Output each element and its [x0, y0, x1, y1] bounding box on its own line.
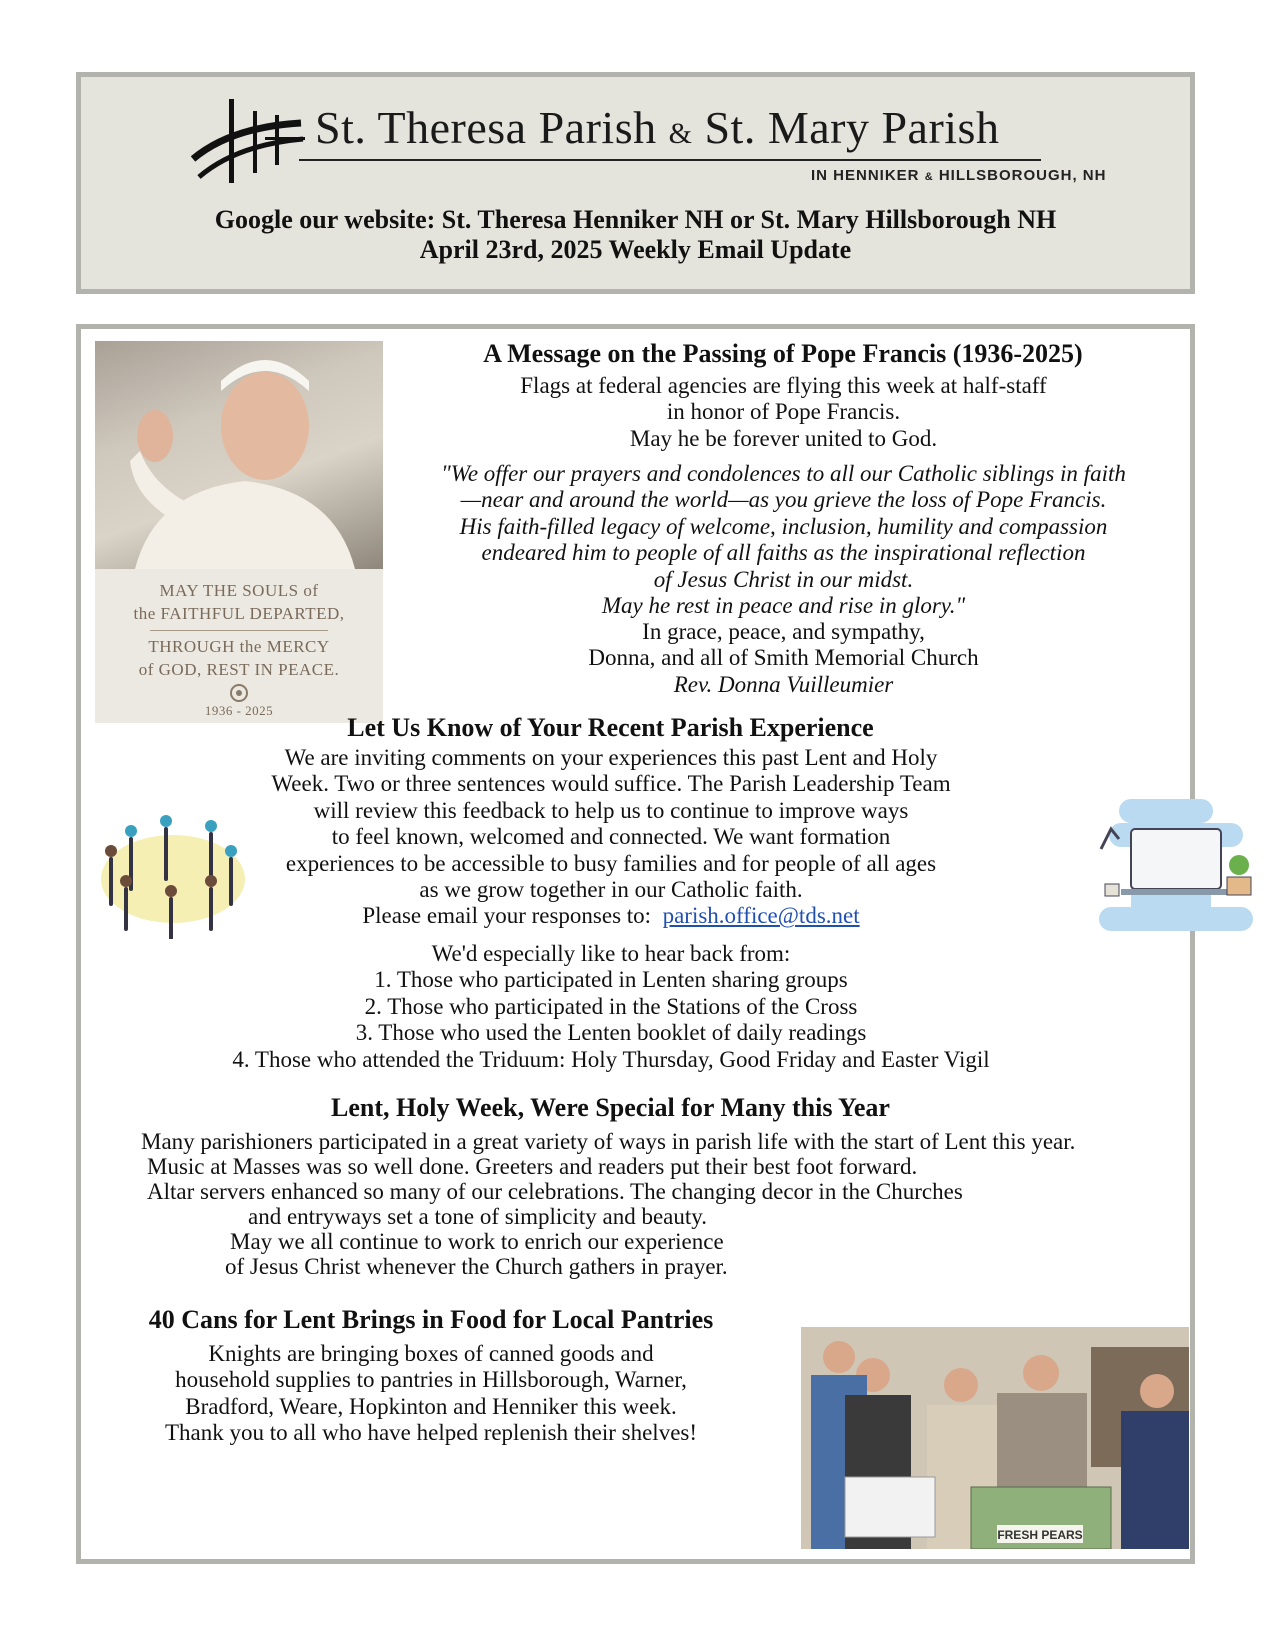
newsletter-body: [76, 324, 1195, 1564]
cans-body: [121, 1341, 741, 1447]
text-line: of Jesus Christ whenever the Church gathers in prayer.: [225, 1254, 728, 1279]
text-line: in honor of Pope Francis.: [666, 399, 901, 425]
logo-parish-name: St. Theresa Parish & St. Mary Parish: [315, 102, 1000, 153]
pope-memorial-card: [95, 341, 383, 723]
pope-intro: [381, 373, 1186, 452]
pope-closing: [381, 619, 1186, 698]
pope-card-divider: [150, 630, 328, 631]
feedback-body: [251, 745, 971, 930]
text-line: —near and around the world—as you grieve the loss of Pope Francis.: [460, 487, 1107, 513]
text-line: Week. Two or three sentences would suffice. The Parish Leadership Team: [271, 771, 951, 797]
header-banner: [76, 72, 1195, 294]
cross-logo-icon: [191, 97, 309, 187]
text-line: household supplies to pantries in Hillsborough, Warner,: [175, 1367, 687, 1393]
text-line: Thank you to all who have helped replenish their shelves!: [164, 1420, 698, 1446]
text-line: May he rest in peace and rise in glory.": [601, 593, 966, 619]
text-line: His faith-filled legacy of welcome, inclusion, humility and compassion: [459, 513, 1108, 539]
text-line: In grace, peace, and sympathy,: [642, 619, 925, 644]
text-line: Bradford, Weare, Hopkinton and Henniker this week.: [185, 1393, 677, 1419]
feedback-list: [181, 941, 1041, 1073]
text-line: experiences to be accessible to busy families and for people of all ages: [285, 850, 937, 876]
logo-divider: [299, 159, 1041, 161]
text-line: Altar servers enhanced so many of our celebrations. The changing decor in the Churches: [147, 1179, 963, 1204]
list-item: 3. Those who used the Lenten booklet of daily readings: [355, 1020, 867, 1046]
parish-logo: [191, 97, 1107, 187]
text-line: We are inviting comments on your experiences this past Lent and Holy: [284, 745, 938, 770]
text-line: will review this feedback to help us to continue to improve ways: [313, 797, 909, 823]
text-line: "We offer our prayers and condolences to all our Catholic siblings in faith: [441, 461, 1126, 486]
list-item: 2. Those who participated in the Stations of the Cross: [364, 993, 858, 1019]
section-title-lent: Lent, Holy Week, Were Special for Many this Year: [331, 1093, 890, 1122]
pope-card-line: the FAITHFUL DEPARTED,: [133, 604, 345, 623]
pope-quote: [381, 461, 1186, 619]
email-prompt: Please email your responses to:: [362, 903, 652, 929]
knights-photo: [801, 1327, 1189, 1549]
pope-card-line: THROUGH the MERCY: [148, 637, 330, 656]
parish-email-link[interactable]: parish.office@tds.net: [662, 903, 860, 929]
text-line: Knights are bringing boxes of canned goods and: [208, 1341, 654, 1366]
pope-card-line: MAY THE SOULS of: [159, 581, 319, 600]
list-intro: We'd especially like to hear back from:: [431, 941, 791, 966]
text-line: and entryways set a tone of simplicity and beauty.: [248, 1204, 708, 1229]
list-item: 1. Those who participated in Lenten sharing groups: [374, 967, 848, 993]
laptop-desk-icon: [1091, 789, 1271, 939]
text-line: to feel known, welcomed and connected. We want formation: [331, 824, 891, 850]
pope-photo: [95, 341, 383, 569]
section-title-feedback: Let Us Know of Your Recent Parish Experience: [347, 713, 874, 742]
text-line: of Jesus Christ in our midst.: [653, 566, 914, 592]
list-item: 4. Those who attended the Triduum: Holy Thursday, Good Friday and Easter Vigil: [232, 1046, 990, 1072]
text-line: Donna, and all of Smith Memorial Church: [588, 645, 979, 671]
section-title-cans: 40 Cans for Lent Brings in Food for Local Pantries: [148, 1305, 714, 1334]
section-title-pope: A Message on the Passing of Pope Francis (1936-2025): [483, 339, 1083, 368]
text-line: endeared him to people of all faiths as the inspirational reflection: [481, 540, 1086, 566]
text-line: Flags at federal agencies are flying this week at half-staff: [520, 373, 1047, 398]
text-line: Many parishioners participated in a great variety of ways in parish life with the start of Lent this year.: [141, 1129, 1076, 1154]
website-line: Google our website: St. Theresa Henniker NH or St. Mary Hillsborough NH: [214, 205, 1057, 234]
pope-card-years: 1936 - 2025: [204, 703, 274, 718]
papal-seal-icon: [229, 683, 249, 703]
email-line: [251, 903, 971, 929]
lent-body: [141, 1129, 1075, 1279]
logo-subtitle: IN HENNIKER & HILLSBOROUGH, NH: [811, 167, 1107, 184]
text-line: Music at Masses was so well done. Greeters and readers put their best foot forward.: [147, 1154, 918, 1179]
text-line: May he be forever united to God.: [629, 425, 938, 451]
signature: Rev. Donna Vuilleumier: [673, 671, 894, 697]
pope-card-line: of GOD, REST IN PEACE.: [138, 660, 340, 679]
community-circle-icon: [91, 779, 251, 939]
text-line: May we all continue to work to enrich our experience: [230, 1229, 724, 1254]
date-line: April 23rd, 2025 Weekly Email Update: [419, 235, 852, 264]
text-line: as we grow together in our Catholic faith.: [419, 877, 803, 903]
box-label: FRESH PEARS: [997, 1528, 1083, 1542]
